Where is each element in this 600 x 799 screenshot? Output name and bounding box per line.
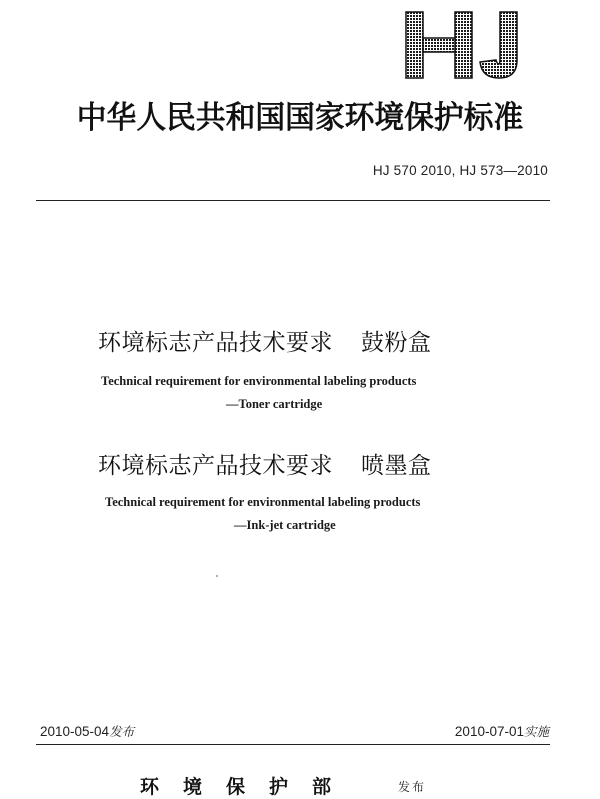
standard-1-cn-title-main: 环境标志产品技术要求: [98, 330, 333, 356]
bottom-divider: [36, 744, 550, 745]
implement-date-suffix: 实施: [523, 724, 549, 739]
standard-1-en-title-line2: —Toner cartridge: [226, 397, 323, 411]
implement-date: [455, 722, 549, 740]
hj-logo-graphic: [404, 6, 534, 82]
standard-numbers: HJ 570 2010, HJ 573—2010: [372, 163, 548, 178]
issue-date-suffix: 发布: [109, 724, 135, 739]
implement-date-value: 2010-07-01: [454, 724, 524, 739]
standard-1-cn-product: 鼓粉盒: [361, 330, 432, 356]
scan-speck: [216, 575, 218, 577]
issue-date: [40, 722, 134, 740]
standard-2-en-title-line2: —Ink-jet cartridge: [234, 518, 336, 532]
national-standard-title: 中华人民共和国国家环境保护标准: [76, 100, 524, 136]
issuing-authority: 环境保护部: [140, 776, 356, 798]
standard-2-cn-product: 喷墨盒: [361, 453, 432, 479]
top-divider: [36, 200, 550, 201]
issuing-authority-suffix: 发布: [398, 780, 427, 794]
standard-1-cn-title: [98, 324, 432, 357]
hj-logo: [404, 6, 534, 82]
standard-2-en-title-line1: Technical requirement for environmental labeling products: [105, 495, 421, 509]
issue-date-value: 2010-05-04: [40, 724, 110, 739]
standard-2-cn-title: [98, 447, 432, 480]
standard-1-en-title-line1: Technical requirement for environmental labeling products: [101, 374, 417, 388]
standard-2-cn-title-main: 环境标志产品技术要求: [98, 453, 333, 479]
